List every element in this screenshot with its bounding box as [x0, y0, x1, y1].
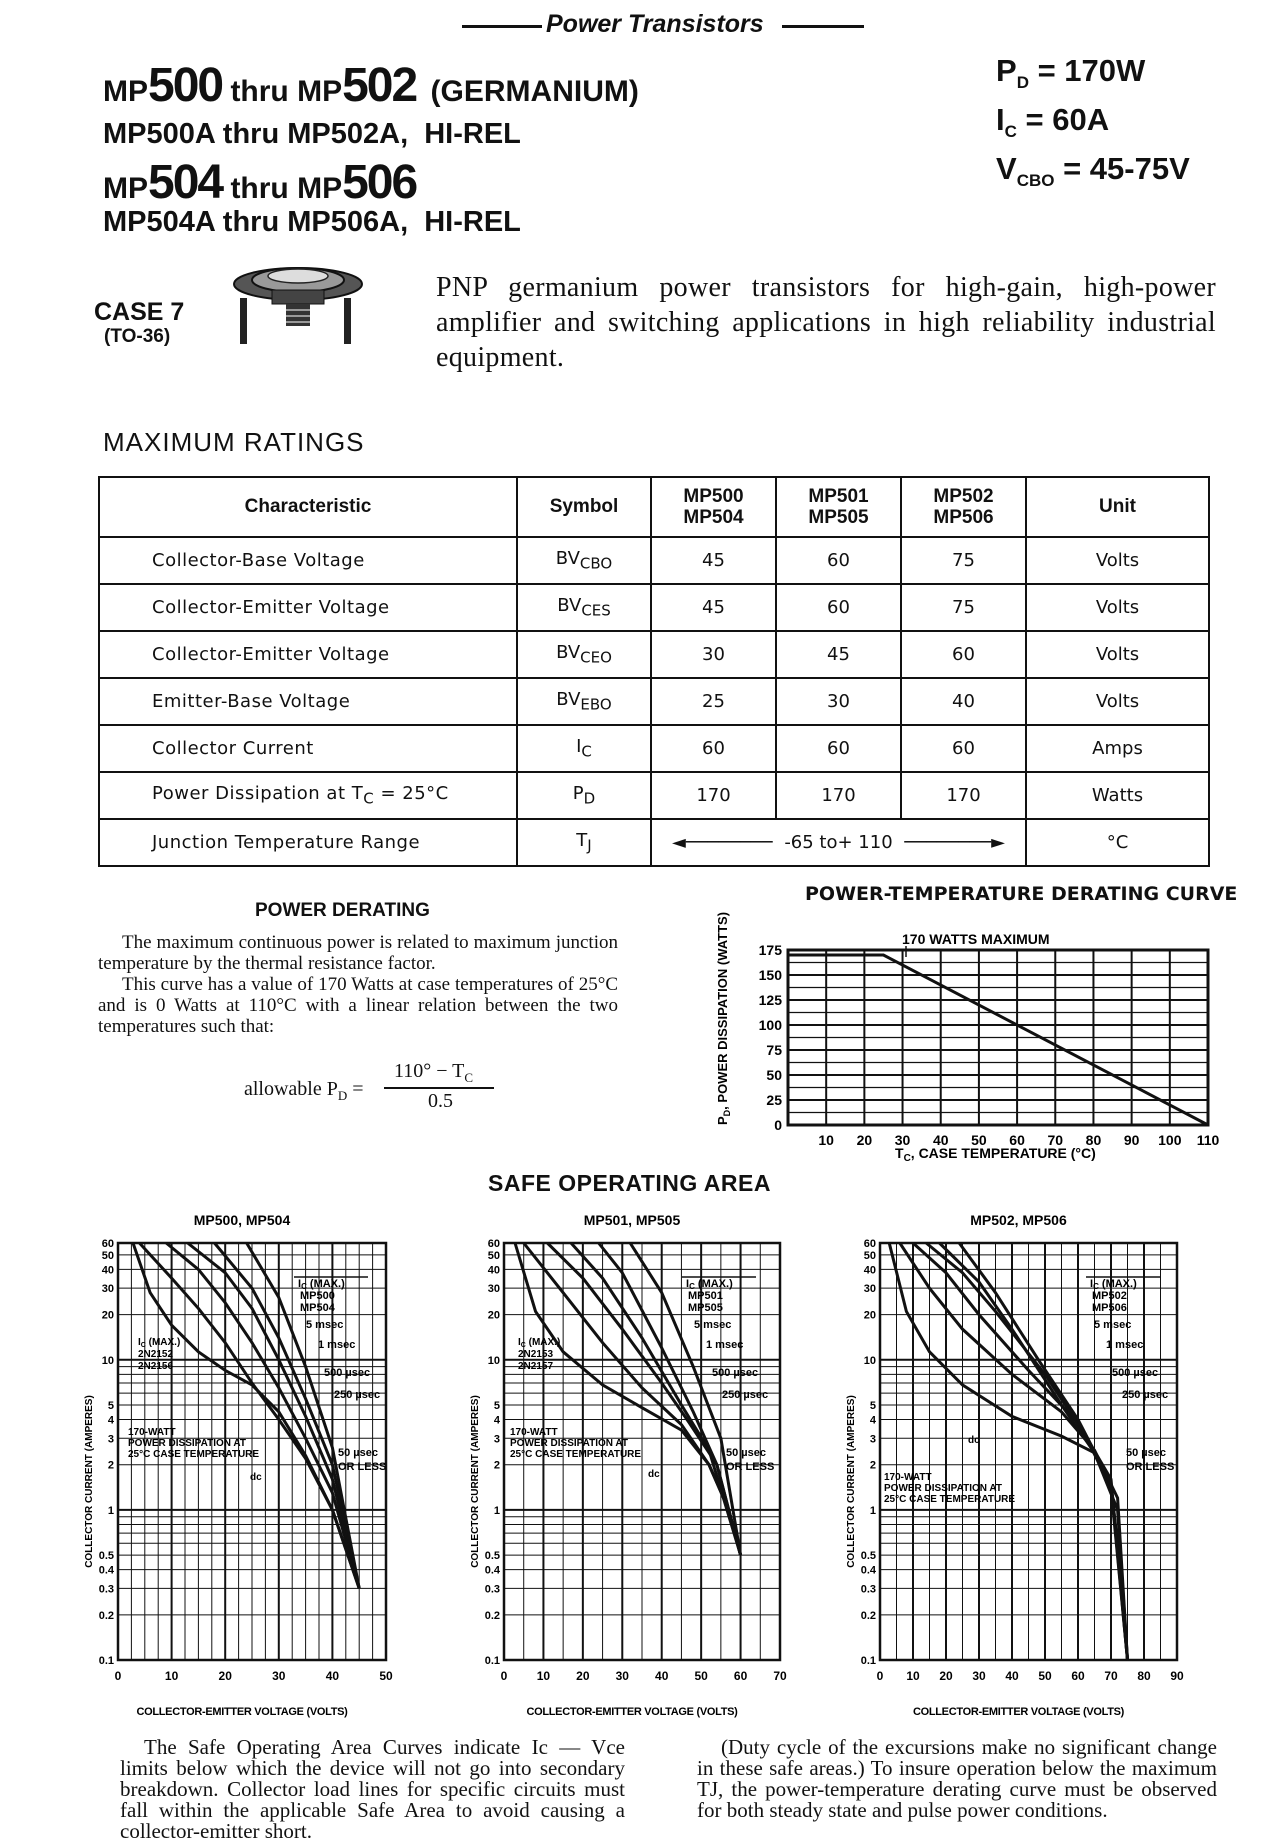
tspan: I	[686, 1278, 690, 1290]
y-tick-label: 0.1	[484, 1655, 500, 1667]
table-row	[99, 631, 1209, 678]
tspan: C	[1093, 1282, 1099, 1291]
spec-ic: $I_C = 60A$	[996, 102, 1110, 142]
row-value-3: 60	[901, 725, 1026, 772]
x-tick-label: 0	[500, 1669, 508, 1683]
y-tick-label: 0	[774, 1117, 782, 1133]
x-tick-label: 90	[1170, 1669, 1184, 1683]
y-tick-label: 30	[101, 1283, 114, 1296]
formula-bar	[384, 1087, 494, 1089]
x-tick-label: 30	[615, 1669, 629, 1683]
case-label: CASE 7	[94, 298, 185, 326]
case-sublabel: (TO-36)	[104, 326, 171, 347]
table-row	[99, 725, 1209, 772]
y-tick-label: 0.2	[860, 1609, 876, 1622]
description: PNP germanium power transistors for high-gain, high-power amplifier and switching applications in high reliability industrial equipment.	[436, 272, 1216, 373]
arrow-left-icon: ◄────────	[672, 832, 773, 853]
device-label: MP505	[688, 1302, 723, 1314]
y-tick-label: 75	[766, 1042, 782, 1058]
chart-title: MP502, MP506	[970, 1212, 1067, 1228]
row-symbol: $BV_{CES}$	[517, 584, 651, 631]
x-tick-label: 60	[1071, 1669, 1085, 1683]
y-tick-label: 40	[487, 1264, 500, 1277]
y-tick-label: 50	[101, 1249, 114, 1262]
y-tick-label: 4	[493, 1414, 500, 1427]
tspan: C	[140, 1342, 146, 1349]
tspan: (MAX.)	[694, 1278, 733, 1290]
y-axis-label: COLLECTOR CURRENT (AMPERES)	[846, 1395, 857, 1568]
pulse-label-1ms: 1 msec	[318, 1339, 356, 1351]
title-prefix-2: MP	[297, 75, 343, 108]
title-thru: thru	[230, 75, 289, 108]
device-label: MP504	[300, 1302, 335, 1314]
row-value-3: 40	[901, 678, 1026, 725]
pulse-label-or-less: OR LESS	[1126, 1461, 1175, 1473]
y-tick-label: 60	[101, 1238, 114, 1250]
spec-vcbo: $V_{CBO} = 45-75V$	[996, 151, 1190, 191]
x-tick-label: 70	[1047, 1132, 1064, 1148]
y-tick-label: 60	[487, 1238, 500, 1250]
watt-label: 170-WATT	[128, 1427, 176, 1438]
x-tick-label: 50	[1038, 1669, 1052, 1683]
power-derating-heading: POWER DERATING	[255, 900, 430, 921]
title-thru-2: thru	[230, 172, 289, 205]
x-tick-label: 30	[894, 1132, 911, 1148]
x-tick-label: 10	[536, 1669, 551, 1683]
derating-grid	[788, 946, 1208, 1125]
row-unit: Volts	[1026, 631, 1209, 678]
title-number: 500	[148, 59, 223, 112]
row-value-2: 60	[776, 537, 901, 584]
x-tick-label: 40	[325, 1669, 340, 1683]
row-value-2: 60	[776, 725, 901, 772]
x-tick-label: 0	[876, 1669, 884, 1683]
y-tick-label: 10	[101, 1354, 114, 1367]
row-unit: °C	[1026, 819, 1209, 866]
x-tick-label: 100	[1158, 1132, 1182, 1148]
soa-chart-mp501	[468, 1195, 858, 1718]
y-tick-label: 0.5	[484, 1550, 500, 1563]
derating-ticks	[759, 942, 1220, 1148]
title-line-1	[103, 58, 639, 113]
spec-pd: $P_D = 170W$	[996, 53, 1146, 93]
x-tick-label: 0	[114, 1669, 122, 1683]
x-tick-label: 50	[971, 1132, 987, 1148]
row-name: Emitter-Base Voltage	[99, 678, 517, 725]
y-tick-label: 20	[487, 1309, 500, 1322]
watt-label: 170-WATT	[884, 1472, 932, 1483]
y-tick-label: 20	[863, 1309, 876, 1322]
pulse-label-250us: 250 µsec	[1122, 1389, 1169, 1401]
row-unit: Amps	[1026, 725, 1209, 772]
row-value-2: 45	[776, 631, 901, 678]
watt-label: POWER DISSIPATION AT	[128, 1438, 246, 1449]
pulse-label-500us: 500 µsec	[712, 1367, 759, 1379]
row-symbol: $I_C$	[517, 725, 651, 772]
row-value-3: 170	[901, 772, 1026, 819]
derating-x-label: $T_C$, CASE TEMPERATURE (°C)	[895, 1145, 1096, 1164]
y-tick-label: 1	[869, 1504, 876, 1517]
y-tick-label: 50	[487, 1249, 500, 1262]
row-symbol: $BV_{CBO}$	[517, 537, 651, 584]
x-tick-label: 80	[1137, 1669, 1151, 1683]
x-tick-label: 20	[576, 1669, 590, 1683]
soa-chart-mp502	[842, 1195, 1232, 1718]
dc-label: dc	[250, 1472, 262, 1483]
y-tick-label: 2	[107, 1459, 114, 1472]
tspan: (MAX.)	[145, 1337, 181, 1348]
row-symbol: $P_D$	[517, 772, 651, 819]
row-value-1: 25	[651, 678, 776, 725]
tspan: I	[1090, 1278, 1094, 1290]
row-value-2: 170	[776, 772, 901, 819]
tspan: C	[301, 1282, 307, 1291]
header-characteristic: Characteristic	[99, 477, 517, 537]
power-derating-p2: This curve has a value of 170 Watts at case temperatures of 25°C and is 0 Watts at 110°C with a linear relation between the two temperatures such that:	[98, 974, 618, 1037]
table-row	[99, 678, 1209, 725]
x-tick-label: 10	[164, 1669, 179, 1683]
row-name: Collector-Base Voltage	[99, 537, 517, 584]
section-header: Power Transistors	[546, 10, 764, 38]
row-unit: Volts	[1026, 537, 1209, 584]
header-rule-right	[782, 25, 864, 28]
header-col1: MP500 MP504	[651, 477, 776, 537]
table-row-tj	[99, 819, 1209, 866]
y-tick-label: 3	[493, 1433, 500, 1446]
title-prefix-4: MP	[297, 172, 343, 205]
y-axis-label: COLLECTOR CURRENT (AMPERES)	[84, 1395, 95, 1568]
bottom-text-left: The Safe Operating Area Curves indicate Ic — Vce limits below which the device will not go into secondary breakdown. Collector load lines for specific circuits must fall within the applicable Safe Area to avoid causing a collector-emitter short.	[120, 1735, 625, 1843]
device-label: MP506	[1092, 1302, 1127, 1314]
pulse-label-1ms: 1 msec	[706, 1339, 744, 1351]
device-label: MP501	[688, 1290, 723, 1302]
row-symbol: $BV_{EBO}$	[517, 678, 651, 725]
tspan: (MAX.)	[1098, 1278, 1137, 1290]
y-tick-label: 40	[863, 1264, 876, 1277]
row-value-1: 30	[651, 631, 776, 678]
x-tick-label: 60	[733, 1669, 748, 1683]
tspan: I	[298, 1278, 302, 1290]
header-rule-left	[462, 25, 542, 28]
x-tick-label: 50	[694, 1669, 708, 1683]
table-row	[99, 584, 1209, 631]
title-number-4: 506	[342, 156, 417, 209]
pulse-label-5ms: 5 msec	[306, 1319, 344, 1331]
derating-y-label: $P_D$, POWER DISSIPATION (WATTS)	[715, 911, 732, 1125]
y-tick-label: 10	[487, 1354, 500, 1367]
title-number-3: 504	[148, 156, 223, 209]
y-tick-label: 5	[869, 1399, 876, 1412]
header-symbol: Symbol	[517, 477, 651, 537]
y-tick-label: 60	[863, 1238, 876, 1250]
dc-label: dc	[968, 1435, 980, 1446]
ic-max-transistor-label	[518, 1337, 560, 1349]
header-unit: Unit	[1026, 477, 1209, 537]
pulse-label-or-less: OR LESS	[726, 1461, 775, 1473]
tj-range-cell	[651, 819, 1026, 866]
pulse-label-or-less: OR LESS	[338, 1461, 387, 1473]
header-col2: MP501 MP505	[776, 477, 901, 537]
row-unit: Volts	[1026, 678, 1209, 725]
table-header-row	[99, 477, 1209, 537]
row-value-3: 75	[901, 537, 1026, 584]
y-tick-label: 125	[758, 992, 782, 1008]
formula-denominator: 0.5	[428, 1090, 453, 1112]
row-name: Power Dissipation at $T_C = 25^\circ C$	[99, 772, 517, 819]
row-symbol: $T_J$	[517, 819, 651, 866]
chart-title: MP501, MP505	[583, 1212, 681, 1228]
row-unit: Watts	[1026, 772, 1209, 819]
y-tick-label: 0.4	[98, 1564, 114, 1577]
watt-label: POWER DISSIPATION AT	[884, 1483, 1002, 1494]
row-name: Collector Current	[99, 725, 517, 772]
y-tick-label: 0.3	[484, 1583, 500, 1596]
derating-chart-title: POWER-TEMPERATURE DERATING CURVE	[805, 883, 1238, 905]
x-tick-label: 10	[818, 1132, 834, 1148]
x-axis-label: COLLECTOR-EMITTER VOLTAGE (VOLTS)	[912, 1706, 1125, 1718]
y-tick-label: 40	[101, 1264, 114, 1277]
tspan: I	[138, 1337, 141, 1348]
x-tick-label: 70	[773, 1669, 787, 1683]
spec-block	[996, 52, 1190, 200]
x-tick-label: 90	[1123, 1132, 1140, 1148]
watt-label: 170-WATT	[510, 1427, 558, 1438]
y-tick-label: 0.1	[860, 1655, 876, 1667]
derating-chart	[700, 905, 1220, 1175]
y-tick-label: 0.5	[98, 1550, 114, 1563]
power-derating-p1: The maximum continuous power is related to maximum junction temperature by the thermal resistance factor.	[98, 932, 618, 974]
tspan: I	[518, 1337, 521, 1348]
tspan: (MAX.)	[525, 1337, 561, 1348]
tj-range: -65 to+ 110	[784, 832, 893, 853]
row-name: Collector-Emitter Voltage	[99, 631, 517, 678]
arrow-right-icon: ────────►	[904, 832, 1005, 853]
row-unit: Volts	[1026, 584, 1209, 631]
soa-heading: SAFE OPERATING AREA	[488, 1170, 771, 1196]
formula-numerator: $110^\circ - T_C$	[394, 1060, 474, 1085]
x-tick-label: 20	[218, 1669, 232, 1683]
header-col3: MP502 MP506	[901, 477, 1026, 537]
y-tick-label: 0.4	[860, 1564, 876, 1577]
row-value-2: 60	[776, 584, 901, 631]
table-row	[99, 772, 1209, 819]
row-value-3: 60	[901, 631, 1026, 678]
x-axis-label: COLLECTOR-EMITTER VOLTAGE (VOLTS)	[136, 1706, 348, 1718]
pulse-label-250us: 250 µsec	[334, 1389, 381, 1401]
x-tick-label: 30	[272, 1669, 286, 1683]
soa-chart-mp500	[84, 1195, 478, 1718]
tspan: C	[520, 1342, 526, 1349]
pulse-label-5ms: 5 msec	[1094, 1319, 1132, 1331]
transistor-label: 2N2153	[518, 1349, 554, 1360]
tspan: (MAX.)	[306, 1278, 345, 1290]
pulse-label-500us: 500 µsec	[324, 1367, 371, 1379]
chart-title: MP500, MP504	[193, 1212, 291, 1228]
watt-label: 25°C CASE TEMPERATURE	[128, 1449, 260, 1460]
y-tick-label: 0.4	[484, 1564, 500, 1577]
y-tick-label: 0.2	[98, 1609, 114, 1622]
y-tick-label: 4	[107, 1414, 114, 1427]
x-tick-label: 70	[1104, 1669, 1118, 1683]
title-suffix: (GERMANIUM)	[430, 75, 639, 108]
pulse-label-5ms: 5 msec	[694, 1319, 732, 1331]
row-value-1: 45	[651, 537, 776, 584]
transistor-package-image	[228, 262, 368, 362]
x-tick-label: 50	[379, 1669, 393, 1683]
x-axis-label: COLLECTOR-EMITTER VOLTAGE (VOLTS)	[526, 1706, 738, 1718]
title-line-2: MP500A thru MP502A, HI-REL	[103, 118, 521, 150]
max-ratings-table	[98, 476, 1210, 867]
x-tick-label: 60	[1009, 1132, 1025, 1148]
watt-label: 25°C CASE TEMPERATURE	[884, 1494, 1016, 1505]
y-tick-label: 0.5	[860, 1550, 876, 1563]
device-label: MP500	[300, 1290, 335, 1302]
pulse-label-500us: 500 µsec	[1112, 1367, 1159, 1379]
y-tick-label: 50	[766, 1067, 782, 1083]
max-ratings-heading: MAXIMUM RATINGS	[103, 427, 365, 457]
pulse-label-50us: 50 µsec	[726, 1447, 766, 1459]
row-value-3: 75	[901, 584, 1026, 631]
watt-label: 25°C CASE TEMPERATURE	[510, 1449, 642, 1460]
title-prefix: MP	[103, 75, 148, 108]
y-tick-label: 4	[869, 1414, 876, 1427]
row-value-1: 45	[651, 584, 776, 631]
dc-label: dc	[648, 1469, 660, 1480]
y-tick-label: 1	[107, 1504, 114, 1517]
row-value-1: 60	[651, 725, 776, 772]
title-number-2: 502	[342, 59, 417, 112]
pulse-label-50us: 50 µsec	[1126, 1447, 1166, 1459]
y-tick-label: 175	[758, 942, 782, 958]
y-tick-label: 30	[863, 1283, 876, 1296]
y-tick-label: 2	[869, 1459, 876, 1472]
y-tick-label: 25	[766, 1092, 782, 1108]
transistor-label: 2N2157	[518, 1361, 554, 1372]
y-tick-label: 30	[487, 1283, 500, 1296]
y-tick-label: 0.1	[98, 1655, 114, 1667]
title-line-4: MP504A thru MP506A, HI-REL	[103, 206, 521, 238]
y-tick-label: 3	[869, 1433, 876, 1446]
y-tick-label: 3	[107, 1433, 114, 1446]
y-tick-label: 5	[107, 1399, 114, 1412]
y-tick-label: 1	[493, 1504, 500, 1517]
y-tick-label: 0.3	[860, 1583, 876, 1596]
row-name: Junction Temperature Range	[99, 819, 517, 866]
x-tick-label: 30	[972, 1669, 986, 1683]
soa-curve-250-sec	[214, 1243, 359, 1588]
y-axis-label: COLLECTOR CURRENT (AMPERES)	[470, 1395, 481, 1568]
title-prefix-3: MP	[103, 172, 148, 205]
row-value-1: 170	[651, 772, 776, 819]
transistor-label: 2N2152	[138, 1349, 174, 1360]
pulse-label-50us: 50 µsec	[338, 1447, 378, 1459]
x-tick-label: 10	[906, 1669, 920, 1683]
y-tick-label: 100	[758, 1017, 782, 1033]
y-tick-label: 0.3	[98, 1583, 114, 1596]
x-tick-label: 80	[1085, 1132, 1102, 1148]
watt-label: POWER DISSIPATION AT	[510, 1438, 628, 1449]
pulse-label-1ms: 1 msec	[1106, 1339, 1144, 1351]
x-tick-label: 40	[655, 1669, 669, 1683]
row-symbol: $BV_{CEO}$	[517, 631, 651, 678]
y-tick-label: 0.2	[484, 1609, 500, 1622]
x-tick-label: 40	[932, 1132, 949, 1148]
device-label: MP502	[1092, 1290, 1127, 1302]
pulse-label-250us: 250 µsec	[722, 1389, 769, 1401]
y-tick-label: 10	[863, 1354, 876, 1367]
x-tick-label: 20	[856, 1132, 873, 1148]
bottom-text-right: (Duty cycle of the excursions make no significant change in these safe areas.) To insure operation below the maximum TJ, the power-temperature derating curve must be observed for both steady state and pulse power conditions.	[697, 1735, 1217, 1822]
title-line-3	[103, 155, 416, 210]
x-tick-label: 110	[1196, 1132, 1220, 1148]
table-row	[99, 537, 1209, 584]
x-tick-label: 20	[939, 1669, 953, 1683]
tspan: C	[689, 1282, 695, 1291]
transistor-label: 2N2156	[138, 1361, 174, 1372]
derating-annotation: 170 WATTS MAXIMUM	[902, 931, 1050, 947]
y-tick-label: 50	[863, 1249, 876, 1262]
row-name: Collector-Emitter Voltage	[99, 584, 517, 631]
x-tick-label: 40	[1005, 1669, 1019, 1683]
y-tick-label: 2	[493, 1459, 500, 1472]
row-value-2: 30	[776, 678, 901, 725]
y-tick-label: 150	[758, 967, 782, 983]
formula-left: allowable $P_D$ =	[244, 1078, 364, 1103]
y-tick-label: 20	[101, 1309, 114, 1322]
y-tick-label: 5	[493, 1399, 500, 1412]
